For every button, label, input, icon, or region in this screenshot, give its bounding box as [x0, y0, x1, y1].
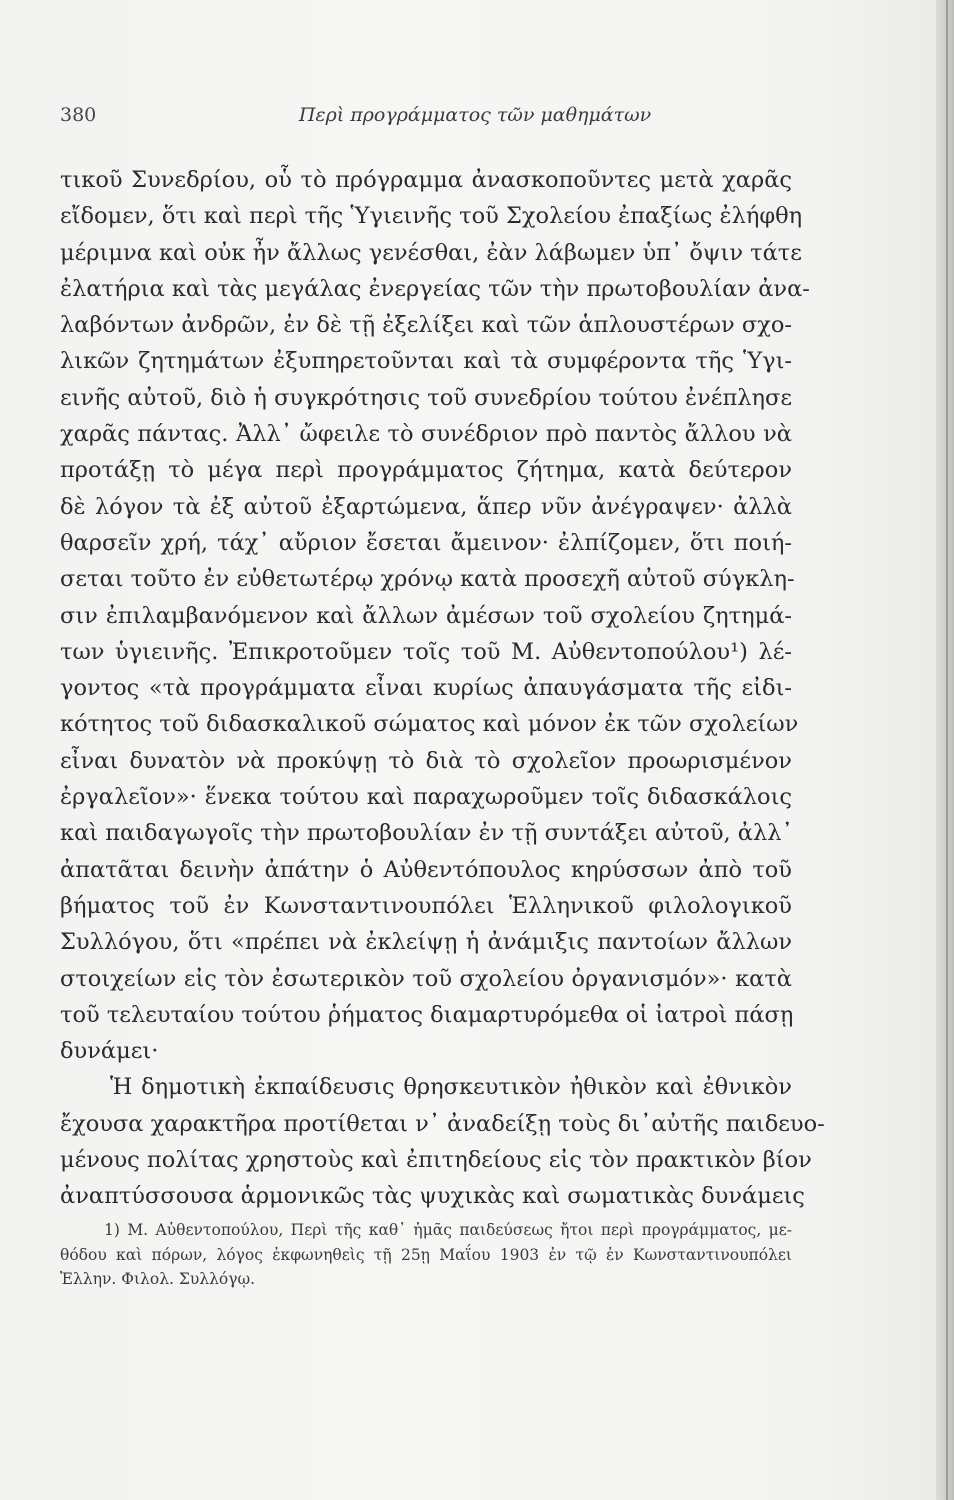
text-line: ἐλατήρια καὶ τὰς μεγάλας ἐνεργείας τῶν τὴν πρωτοβουλίαν ἀνα- [60, 275, 810, 302]
text-line: σεται τοῦτο ἐν εὐθετωτέρῳ χρόνῳ κατὰ προσεχῆ αὐτοῦ σύγκλη- [60, 566, 795, 593]
page-edge [936, 0, 954, 1500]
footnotes [60, 1218, 792, 1292]
text-line: βήματος τοῦ ἐν Κωνσταντινουπόλει Ἑλληνικοῦ φιλολογικοῦ [60, 892, 792, 919]
text-line: των ὑγιεινῆς. Ἐπικροτοῦμεν τοῖς τοῦ Μ. Αὐθεντοπούλου¹) λέ- [60, 638, 792, 665]
text-line: εἶναι δυνατὸν νὰ προκύψῃ τὸ διὰ τὸ σχολεῖον προωρισμένον [60, 747, 792, 774]
footnote-line: 1) Μ. Αὐθεντοπούλου, Περὶ τῆς καθ᾽ ἡμᾶς παιδεύσεως ἤτοι περὶ προγράμματος, με- [104, 1221, 792, 1239]
binding-line [946, 0, 948, 1500]
running-title: Περὶ προγράμματος τῶν μαθημάτων [298, 104, 652, 126]
body-text [60, 162, 825, 1215]
text-line: τικοῦ Συνεδρίου, οὗ τὸ πρόγραμμα ἀνασκοποῦντες μετὰ χαρᾶς [60, 167, 792, 193]
text-line: μέριμνα καὶ οὐκ ἦν ἄλλως γενέσθαι, ἐὰν λάβωμεν ὑπ᾽ ὄψιν τάτε [60, 239, 802, 266]
text-line: εἴδομεν, ὅτι καὶ περὶ τῆς Ὑγιεινῆς τοῦ Σχολείου ἐπαξίως ἐλήφθη [60, 203, 803, 230]
text-line: λαβόντων ἀνδρῶν, ἐν δὲ τῇ ἐξελίξει καὶ τῶν ἁπλουστέρων σχο- [60, 312, 792, 339]
text-line: Συλλόγου, ὅτι «πρέπει νὰ ἐκλείψῃ ἡ ἀνάμιξις παντοίων ἄλλων [60, 929, 792, 956]
text-line: σιν ἐπιλαμβανόμενον καὶ ἄλλων ἀμέσων τοῦ σχολείου ζητημά- [60, 602, 792, 629]
text-line: κότητος τοῦ διδασκαλικοῦ σώματος καὶ μόνον ἐκ τῶν σχολείων [60, 711, 799, 738]
text-line: γοντος «τὰ προγράμματα εἶναι κυρίως ἀπαυγάσματα τῆς εἰδι- [60, 675, 792, 702]
text-line: στοιχείων εἰς τὸν ἐσωτερικὸν τοῦ σχολείου ὀργανισμόν»· κατὰ [60, 965, 792, 992]
text-line: δὲ λόγον τὰ ἐξ αὐτοῦ ἐξαρτώμενα, ἅπερ νῦν ἀνέγραψεν· ἀλλὰ [60, 493, 792, 520]
text-line: λικῶν ζητημάτων ἐξυπηρετοῦνται καὶ τὰ συμφέροντα τῆς Ὑγι- [60, 348, 792, 375]
page-header [60, 104, 840, 134]
footnote-line: θόδου καὶ πόρων, λόγος ἐκφωνηθεὶς τῇ 25ῃ Μαΐου 1903 ἐν τῷ ἐν Κωνσταντινουπόλει [60, 1245, 792, 1264]
text-line: μένους πολίτας χρηστοὺς καὶ ἐπιτηδείους εἰς τὸν πρακτικὸν βίον [60, 1147, 812, 1174]
text-line: ἐργαλεῖον»· ἕνεκα τούτου καὶ παραχωροῦμεν τοῖς διδασκάλοις [60, 784, 792, 811]
text-line: προτάξῃ τὸ μέγα περὶ προγράμματος ζήτημα, κατὰ δεύτερον [60, 457, 792, 484]
text-line: δυνάμει· [60, 1038, 159, 1065]
footnote-line: Ἑλλην. Φιλολ. Συλλόγῳ. [60, 1270, 256, 1288]
text-line: ἀναπτύσσουσα ἁρμονικῶς τὰς ψυχικὰς καὶ σωματικὰς δυνάμεις [60, 1183, 805, 1210]
text-line: καὶ παιδαγωγοῖς τὴν πρωτοβουλίαν ἐν τῇ συντάξει αὐτοῦ, ἀλλ᾽ [60, 820, 793, 847]
text-line: χαρᾶς πάντας. Ἀλλ᾽ ὤφειλε τὸ συνέδριον πρὸ παντὸς ἄλλου νὰ [60, 421, 792, 448]
text-line: ἔχουσα χαρακτῆρα προτίθεται ν᾽ ἀναδείξῃ τοὺς δι᾽αὐτῆς παιδευο- [60, 1110, 825, 1137]
text-line: ἀπατᾶται δεινὴν ἀπάτην ὁ Αὐθεντόπουλος κηρύσσων ἀπὸ τοῦ [60, 856, 792, 883]
page-number: 380 [60, 104, 97, 126]
text-line: εινῆς αὐτοῦ, διὸ ἡ συγκρότησις τοῦ συνεδρίου τούτου ἐνέπλησε [60, 384, 792, 411]
paragraph-start-line: Ἡ δημοτικὴ ἐκπαίδευσις θρησκευτικὸν ἠθικὸν καὶ ἐθνικὸν [110, 1074, 792, 1101]
text-line: τοῦ τελευταίου τούτου ῥήματος διαμαρτυρόμεθα οἱ ἰατροὶ πάσῃ [60, 1001, 794, 1028]
text-line: θαρσεῖν χρή, τάχ᾽ αὔριον ἔσεται ἄμεινον· ἐλπίζομεν, ὅτι ποιή- [60, 529, 792, 556]
